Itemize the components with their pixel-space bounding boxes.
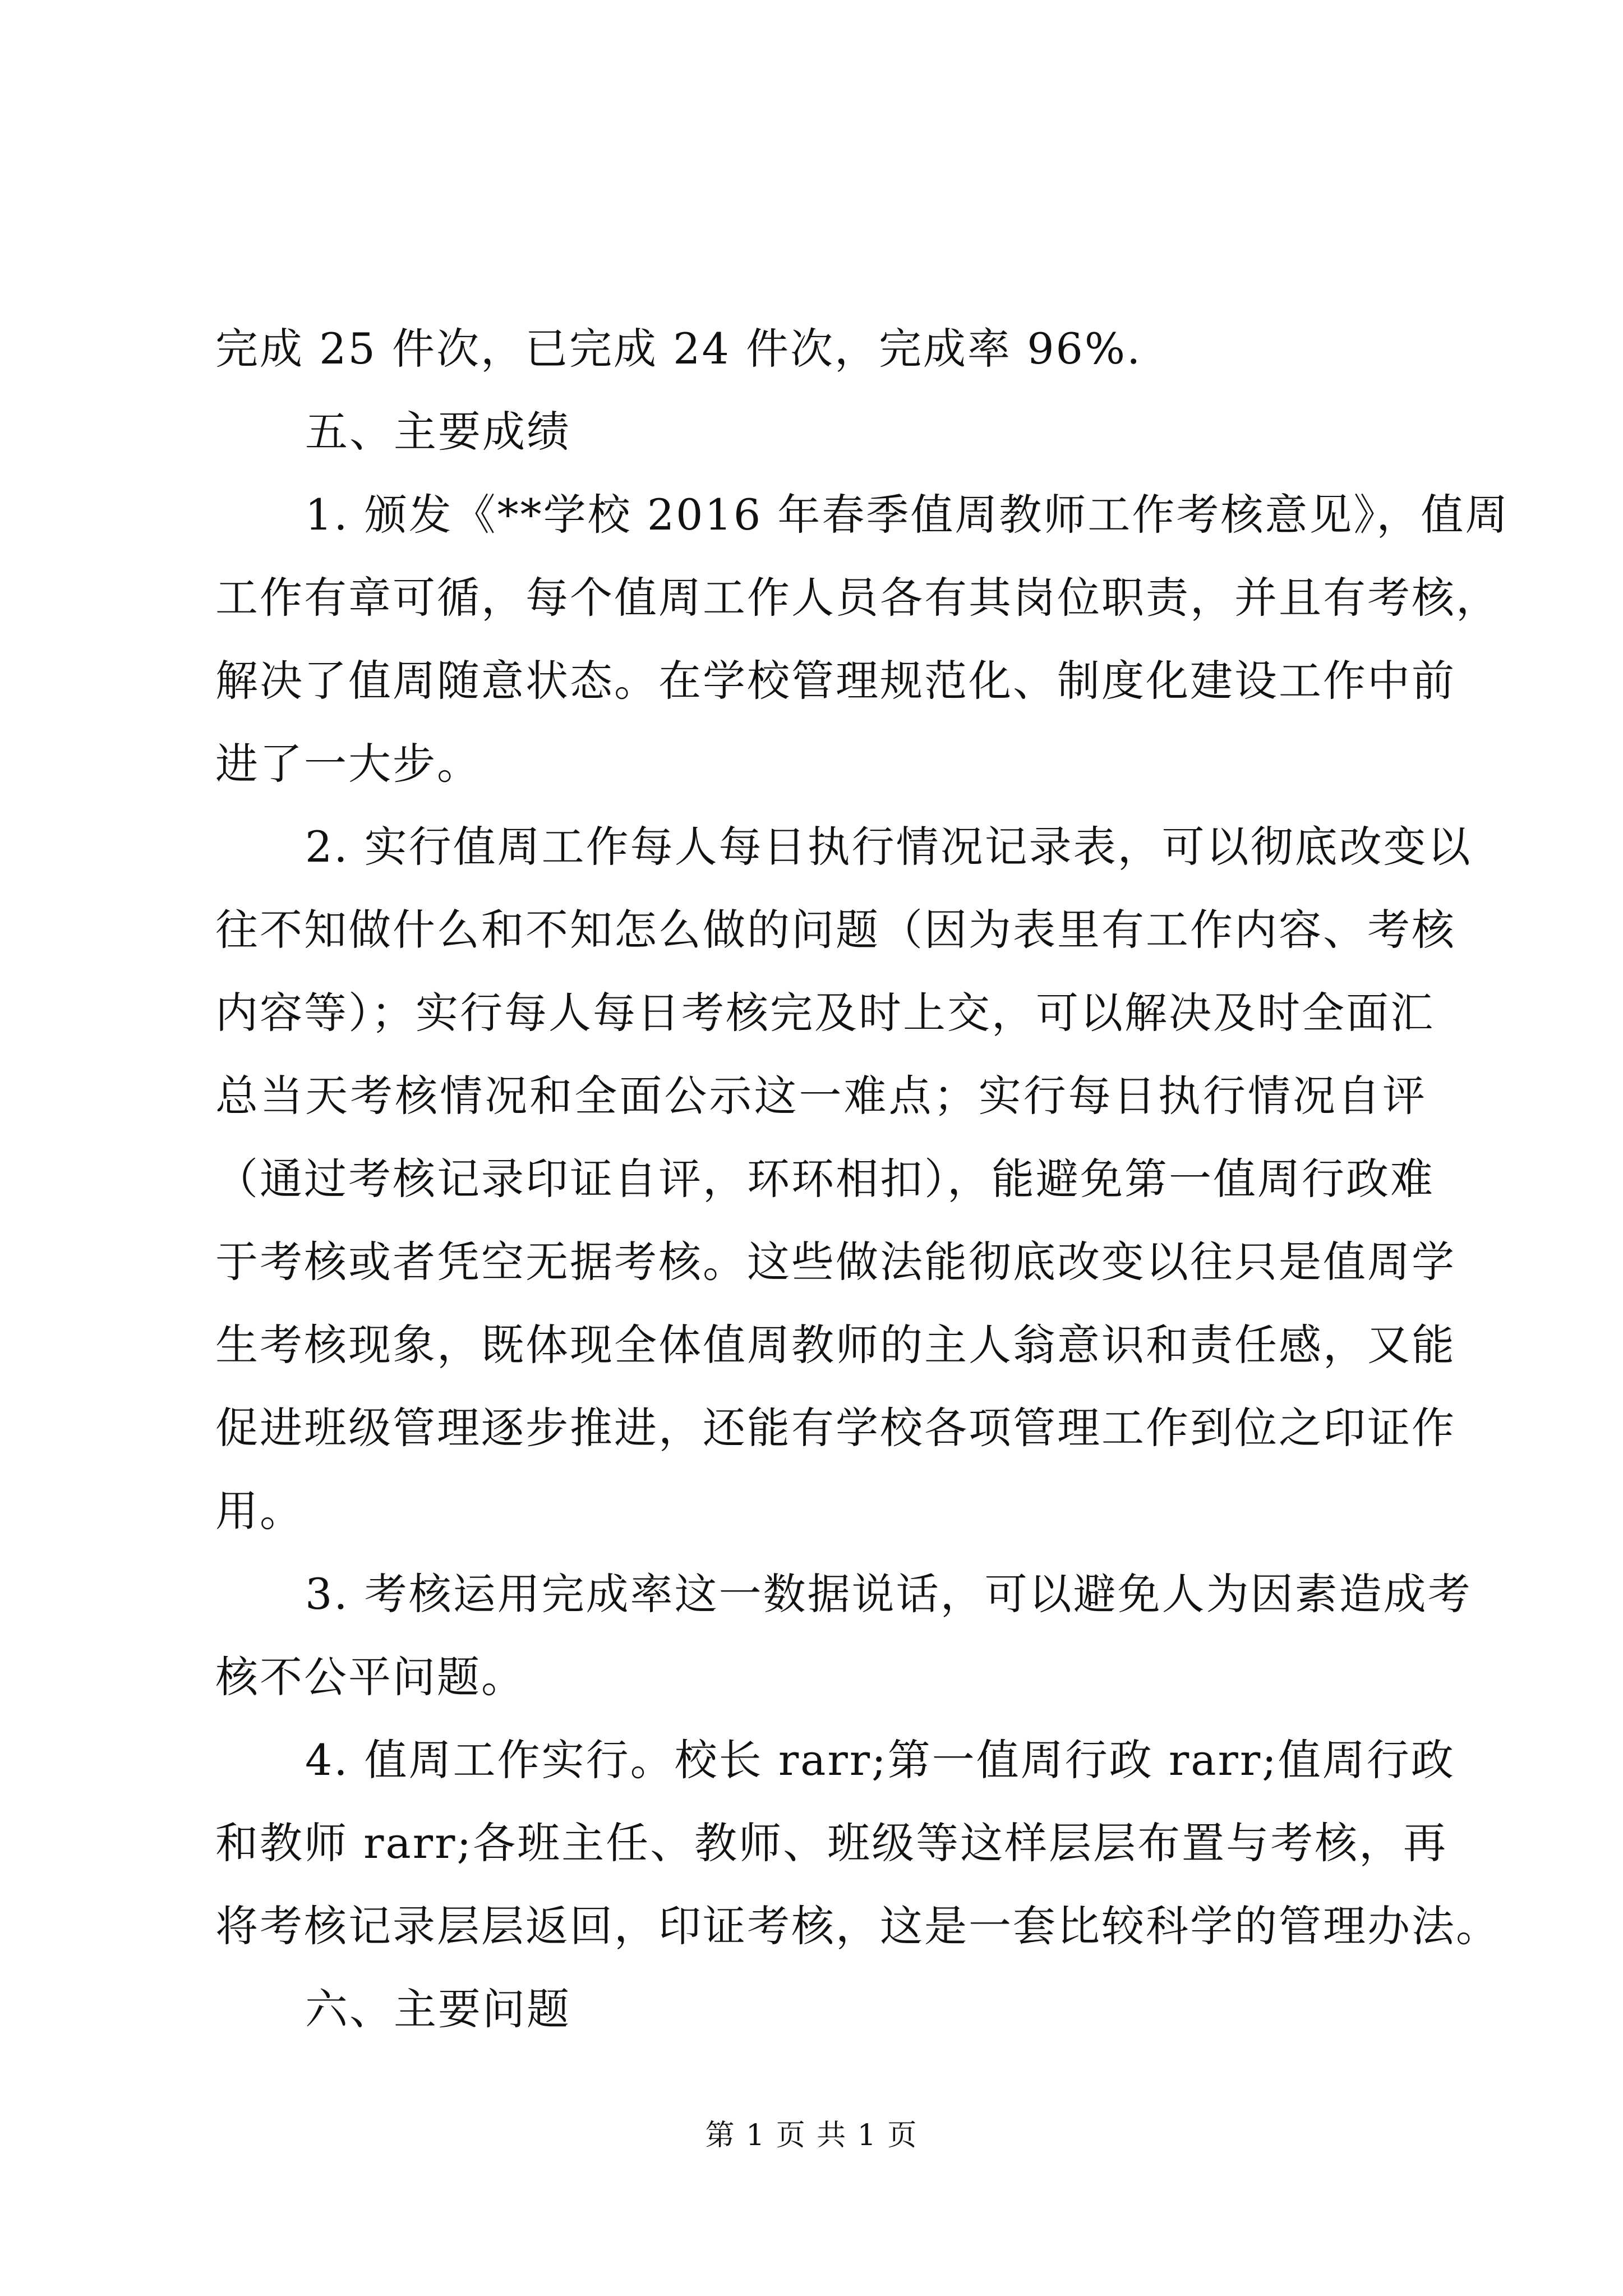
text-line: 4. 值周工作实行。校长 rarr;第一值周行政 rarr;值周行政	[305, 1735, 1455, 1785]
text-line: 2. 实行值周工作每人每日执行情况记录表，可以彻底改变以	[305, 822, 1472, 872]
text-line: 进了一大步。	[215, 739, 481, 789]
text-line: 总当天考核情况和全面公示这一难点；实行每日执行情况自评	[215, 1071, 1427, 1121]
text-line: 将考核记录层层返回，印证考核，这是一套比较科学的管理办法。	[215, 1901, 1500, 1951]
text-line: 于考核或者凭空无据考核。这些做法能彻底改变以往只是值周学	[215, 1237, 1456, 1287]
document-body	[215, 307, 1510, 2051]
text-line: 生考核现象，既体现全体值周教师的主人翁意识和责任感，又能	[215, 1320, 1456, 1370]
text-line: 1. 颁发《**学校 2016 年春季值周教师工作考核意见》，值周	[305, 490, 1510, 540]
text-line: 内容等）；实行每人每日考核完及时上交，可以解决及时全面汇	[215, 988, 1435, 1038]
text-line: （通过考核记录印证自评，环环相扣），能避免第一值周行政难	[215, 1154, 1435, 1204]
text-line: 和教师 rarr;各班主任、教师、班级等这样层层布置与考核，再	[215, 1818, 1448, 1868]
text-line: 促进班级管理逐步推进，还能有学校各项管理工作到位之印证作	[215, 1403, 1456, 1453]
text-line: 用。	[215, 1486, 304, 1536]
text-line: 往不知做什么和不知怎么做的问题（因为表里有工作内容、考核	[215, 905, 1456, 955]
text-line: 工作有章可循，每个值周工作人员各有其岗位职责，并且有考核，	[215, 573, 1500, 623]
text-line: 核不公平问题。	[215, 1652, 525, 1702]
text-line: 解决了值周随意状态。在学校管理规范化、制度化建设工作中前	[215, 656, 1456, 706]
section-heading: 六、主要问题	[305, 1984, 571, 2034]
section-heading: 五、主要成绩	[305, 407, 571, 457]
page-footer: 第 1 页 共 1 页	[705, 2119, 918, 2152]
text-line: 完成 25 件次，已完成 24 件次，完成率 96%.	[215, 324, 1142, 374]
text-line: 3. 考核运用完成率这一数据说话，可以避免人为因素造成考	[305, 1569, 1472, 1619]
